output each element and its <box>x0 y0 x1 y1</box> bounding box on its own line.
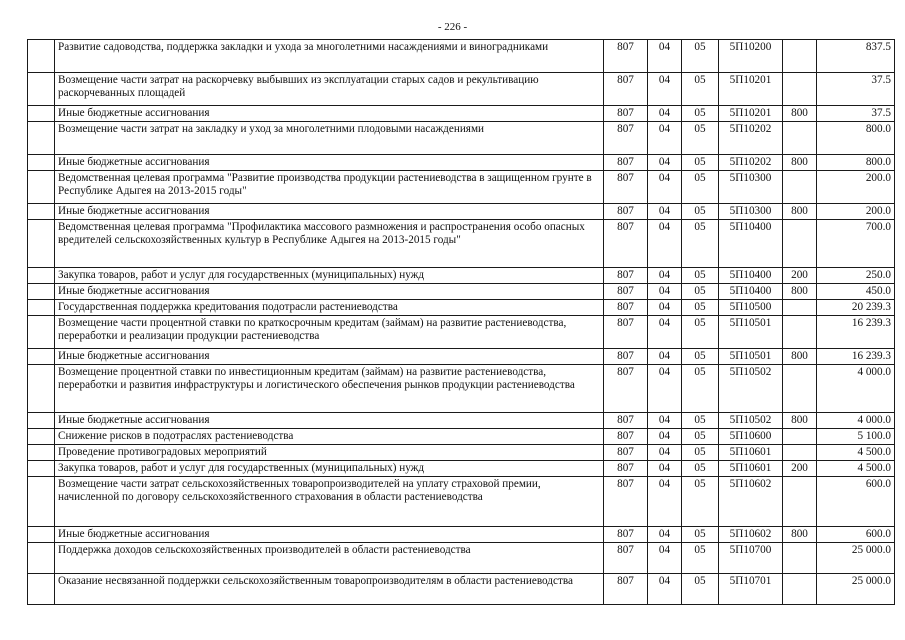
grbs-cell: 807 <box>604 204 648 220</box>
expense-type-cell: 800 <box>783 527 817 543</box>
expense-type-cell <box>783 316 817 349</box>
section-cell: 04 <box>648 40 682 73</box>
blank-cell <box>28 461 55 477</box>
blank-cell <box>28 349 55 365</box>
grbs-cell: 807 <box>604 413 648 429</box>
grbs-cell: 807 <box>604 543 648 574</box>
blank-cell <box>28 300 55 316</box>
expense-type-cell: 200 <box>783 268 817 284</box>
subsection-cell: 05 <box>682 477 719 527</box>
expense-type-cell: 800 <box>783 204 817 220</box>
blank-cell <box>28 155 55 171</box>
table-row <box>28 477 895 527</box>
subsection-cell: 05 <box>682 73 719 106</box>
blank-cell <box>28 106 55 122</box>
section-cell: 04 <box>648 300 682 316</box>
expense-type-cell <box>783 429 817 445</box>
subsection-cell: 05 <box>682 40 719 73</box>
target-article-cell: 5П10602 <box>719 527 783 543</box>
table-row <box>28 543 895 574</box>
table-row <box>28 106 895 122</box>
item-name-cell: Возмещение части процентной ставки по краткосрочным кредитам (займам) на развитие растениеводства, переработки и реализации продукции растениеводства <box>55 316 604 349</box>
amount-cell: 4 500.0 <box>817 445 895 461</box>
grbs-cell: 807 <box>604 122 648 155</box>
amount-cell: 800.0 <box>817 155 895 171</box>
subsection-cell: 05 <box>682 268 719 284</box>
budget-table <box>27 39 895 605</box>
amount-cell: 200.0 <box>817 171 895 204</box>
target-article-cell: 5П10400 <box>719 268 783 284</box>
target-article-cell: 5П10502 <box>719 365 783 413</box>
item-name-cell: Закупка товаров, работ и услуг для государственных (муниципальных) нужд <box>55 461 604 477</box>
section-cell: 04 <box>648 445 682 461</box>
target-article-cell: 5П10200 <box>719 40 783 73</box>
expense-type-cell <box>783 122 817 155</box>
amount-cell: 4 000.0 <box>817 413 895 429</box>
grbs-cell: 807 <box>604 220 648 268</box>
section-cell: 04 <box>648 204 682 220</box>
table-row <box>28 171 895 204</box>
subsection-cell: 05 <box>682 445 719 461</box>
amount-cell: 4 500.0 <box>817 461 895 477</box>
target-article-cell: 5П10501 <box>719 349 783 365</box>
section-cell: 04 <box>648 461 682 477</box>
grbs-cell: 807 <box>604 106 648 122</box>
table-row <box>28 220 895 268</box>
item-name-cell: Возмещение процентной ставки по инвестиционным кредитам (займам) на развитие растениеводства, переработки и развития инфраструктуры и логистического обеспечения рынков продукции растениеводства <box>55 365 604 413</box>
grbs-cell: 807 <box>604 365 648 413</box>
section-cell: 04 <box>648 543 682 574</box>
subsection-cell: 05 <box>682 316 719 349</box>
subsection-cell: 05 <box>682 155 719 171</box>
target-article-cell: 5П10202 <box>719 122 783 155</box>
amount-cell: 450.0 <box>817 284 895 300</box>
expense-type-cell <box>783 543 817 574</box>
section-cell: 04 <box>648 429 682 445</box>
target-article-cell: 5П10300 <box>719 204 783 220</box>
blank-cell <box>28 527 55 543</box>
amount-cell: 37.5 <box>817 106 895 122</box>
blank-cell <box>28 284 55 300</box>
grbs-cell: 807 <box>604 349 648 365</box>
amount-cell: 837.5 <box>817 40 895 73</box>
subsection-cell: 05 <box>682 527 719 543</box>
amount-cell: 600.0 <box>817 527 895 543</box>
blank-cell <box>28 40 55 73</box>
item-name-cell: Оказание несвязанной поддержки сельскохозяйственным товаропроизводителям в области растениеводства <box>55 574 604 605</box>
item-name-cell: Закупка товаров, работ и услуг для государственных (муниципальных) нужд <box>55 268 604 284</box>
expense-type-cell <box>783 574 817 605</box>
amount-cell: 200.0 <box>817 204 895 220</box>
grbs-cell: 807 <box>604 477 648 527</box>
item-name-cell: Иные бюджетные ассигнования <box>55 106 604 122</box>
grbs-cell: 807 <box>604 429 648 445</box>
table-row <box>28 429 895 445</box>
target-article-cell: 5П10400 <box>719 284 783 300</box>
amount-cell: 700.0 <box>817 220 895 268</box>
amount-cell: 20 239.3 <box>817 300 895 316</box>
table-row <box>28 40 895 73</box>
budget-table-body <box>28 40 895 605</box>
subsection-cell: 05 <box>682 122 719 155</box>
expense-type-cell: 800 <box>783 155 817 171</box>
expense-type-cell <box>783 445 817 461</box>
target-article-cell: 5П10300 <box>719 171 783 204</box>
grbs-cell: 807 <box>604 461 648 477</box>
target-article-cell: 5П10201 <box>719 106 783 122</box>
blank-cell <box>28 445 55 461</box>
grbs-cell: 807 <box>604 445 648 461</box>
blank-cell <box>28 122 55 155</box>
grbs-cell: 807 <box>604 73 648 106</box>
target-article-cell: 5П10500 <box>719 300 783 316</box>
blank-cell <box>28 204 55 220</box>
grbs-cell: 807 <box>604 300 648 316</box>
section-cell: 04 <box>648 106 682 122</box>
subsection-cell: 05 <box>682 220 719 268</box>
subsection-cell: 05 <box>682 543 719 574</box>
item-name-cell: Иные бюджетные ассигнования <box>55 155 604 171</box>
section-cell: 04 <box>648 122 682 155</box>
expense-type-cell: 800 <box>783 284 817 300</box>
grbs-cell: 807 <box>604 171 648 204</box>
target-article-cell: 5П10601 <box>719 445 783 461</box>
grbs-cell: 807 <box>604 40 648 73</box>
section-cell: 04 <box>648 316 682 349</box>
table-row <box>28 155 895 171</box>
item-name-cell: Государственная поддержка кредитования подотрасли растениеводства <box>55 300 604 316</box>
subsection-cell: 05 <box>682 429 719 445</box>
target-article-cell: 5П10600 <box>719 429 783 445</box>
blank-cell <box>28 268 55 284</box>
section-cell: 04 <box>648 155 682 171</box>
expense-type-cell: 800 <box>783 349 817 365</box>
table-row <box>28 204 895 220</box>
blank-cell <box>28 316 55 349</box>
item-name-cell: Развитие садоводства, поддержка закладки и ухода за многолетними насаждениями и виноградниками <box>55 40 604 73</box>
grbs-cell: 807 <box>604 574 648 605</box>
target-article-cell: 5П10501 <box>719 316 783 349</box>
target-article-cell: 5П10601 <box>719 461 783 477</box>
section-cell: 04 <box>648 365 682 413</box>
expense-type-cell: 800 <box>783 106 817 122</box>
page-number: - 226 - <box>437 21 468 33</box>
item-name-cell: Снижение рисков в подотраслях растениеводства <box>55 429 604 445</box>
expense-type-cell <box>783 300 817 316</box>
grbs-cell: 807 <box>604 316 648 349</box>
subsection-cell: 05 <box>682 300 719 316</box>
subsection-cell: 05 <box>682 204 719 220</box>
item-name-cell: Иные бюджетные ассигнования <box>55 349 604 365</box>
expense-type-cell <box>783 73 817 106</box>
section-cell: 04 <box>648 171 682 204</box>
table-row <box>28 300 895 316</box>
blank-cell <box>28 365 55 413</box>
target-article-cell: 5П10400 <box>719 220 783 268</box>
expense-type-cell: 800 <box>783 413 817 429</box>
item-name-cell: Ведомственная целевая программа "Развитие производства продукции растениеводства в защищенном грунте в Республике Адыгея на 2013-2015 годы" <box>55 171 604 204</box>
amount-cell: 25 000.0 <box>817 543 895 574</box>
table-row <box>28 365 895 413</box>
table-row <box>28 268 895 284</box>
expense-type-cell <box>783 171 817 204</box>
amount-cell: 16 239.3 <box>817 349 895 365</box>
expense-type-cell <box>783 40 817 73</box>
expense-type-cell: 200 <box>783 461 817 477</box>
section-cell: 04 <box>648 477 682 527</box>
target-article-cell: 5П10701 <box>719 574 783 605</box>
item-name-cell: Поддержка доходов сельскохозяйственных производителей в области растениеводства <box>55 543 604 574</box>
blank-cell <box>28 543 55 574</box>
target-article-cell: 5П10602 <box>719 477 783 527</box>
expense-type-cell <box>783 220 817 268</box>
blank-cell <box>28 220 55 268</box>
subsection-cell: 05 <box>682 349 719 365</box>
amount-cell: 800.0 <box>817 122 895 155</box>
section-cell: 04 <box>648 413 682 429</box>
blank-cell <box>28 171 55 204</box>
amount-cell: 25 000.0 <box>817 574 895 605</box>
amount-cell: 37.5 <box>817 73 895 106</box>
subsection-cell: 05 <box>682 365 719 413</box>
amount-cell: 250.0 <box>817 268 895 284</box>
table-row <box>28 413 895 429</box>
table-row <box>28 527 895 543</box>
item-name-cell: Возмещение части затрат на закладку и уход за многолетними плодовыми насаждениями <box>55 122 604 155</box>
item-name-cell: Ведомственная целевая программа "Профилактика массового размножения и распространения особо опасных вредителей сельскохозяйственных культур в Республике Адыгея на 2013-2015 годы" <box>55 220 604 268</box>
blank-cell <box>28 73 55 106</box>
subsection-cell: 05 <box>682 106 719 122</box>
table-row <box>28 122 895 155</box>
target-article-cell: 5П10202 <box>719 155 783 171</box>
section-cell: 04 <box>648 349 682 365</box>
section-cell: 04 <box>648 268 682 284</box>
item-name-cell: Иные бюджетные ассигнования <box>55 527 604 543</box>
subsection-cell: 05 <box>682 171 719 204</box>
subsection-cell: 05 <box>682 413 719 429</box>
item-name-cell: Проведение противоградовых мероприятий <box>55 445 604 461</box>
blank-cell <box>28 429 55 445</box>
target-article-cell: 5П10700 <box>719 543 783 574</box>
amount-cell: 600.0 <box>817 477 895 527</box>
grbs-cell: 807 <box>604 527 648 543</box>
target-article-cell: 5П10502 <box>719 413 783 429</box>
table-row <box>28 284 895 300</box>
blank-cell <box>28 413 55 429</box>
section-cell: 04 <box>648 527 682 543</box>
item-name-cell: Возмещение части затрат на раскорчевку выбывших из эксплуатации старых садов и рекультивацию раскорчеванных площадей <box>55 73 604 106</box>
table-row <box>28 445 895 461</box>
section-cell: 04 <box>648 73 682 106</box>
section-cell: 04 <box>648 574 682 605</box>
target-article-cell: 5П10201 <box>719 73 783 106</box>
blank-cell <box>28 477 55 527</box>
section-cell: 04 <box>648 220 682 268</box>
section-cell: 04 <box>648 284 682 300</box>
subsection-cell: 05 <box>682 284 719 300</box>
grbs-cell: 807 <box>604 155 648 171</box>
item-name-cell: Иные бюджетные ассигнования <box>55 284 604 300</box>
table-row <box>28 73 895 106</box>
amount-cell: 16 239.3 <box>817 316 895 349</box>
table-row <box>28 349 895 365</box>
table-row <box>28 461 895 477</box>
expense-type-cell <box>783 365 817 413</box>
table-row <box>28 574 895 605</box>
blank-cell <box>28 574 55 605</box>
expense-type-cell <box>783 477 817 527</box>
item-name-cell: Иные бюджетные ассигнования <box>55 413 604 429</box>
subsection-cell: 05 <box>682 574 719 605</box>
amount-cell: 5 100.0 <box>817 429 895 445</box>
amount-cell: 4 000.0 <box>817 365 895 413</box>
grbs-cell: 807 <box>604 284 648 300</box>
grbs-cell: 807 <box>604 268 648 284</box>
subsection-cell: 05 <box>682 461 719 477</box>
item-name-cell: Возмещение части затрат сельскохозяйственных товаропроизводителей на уплату страховой премии, начисленной по договору сельскохозяйственного страхования в области растениеводства <box>55 477 604 527</box>
item-name-cell: Иные бюджетные ассигнования <box>55 204 604 220</box>
table-row <box>28 316 895 349</box>
